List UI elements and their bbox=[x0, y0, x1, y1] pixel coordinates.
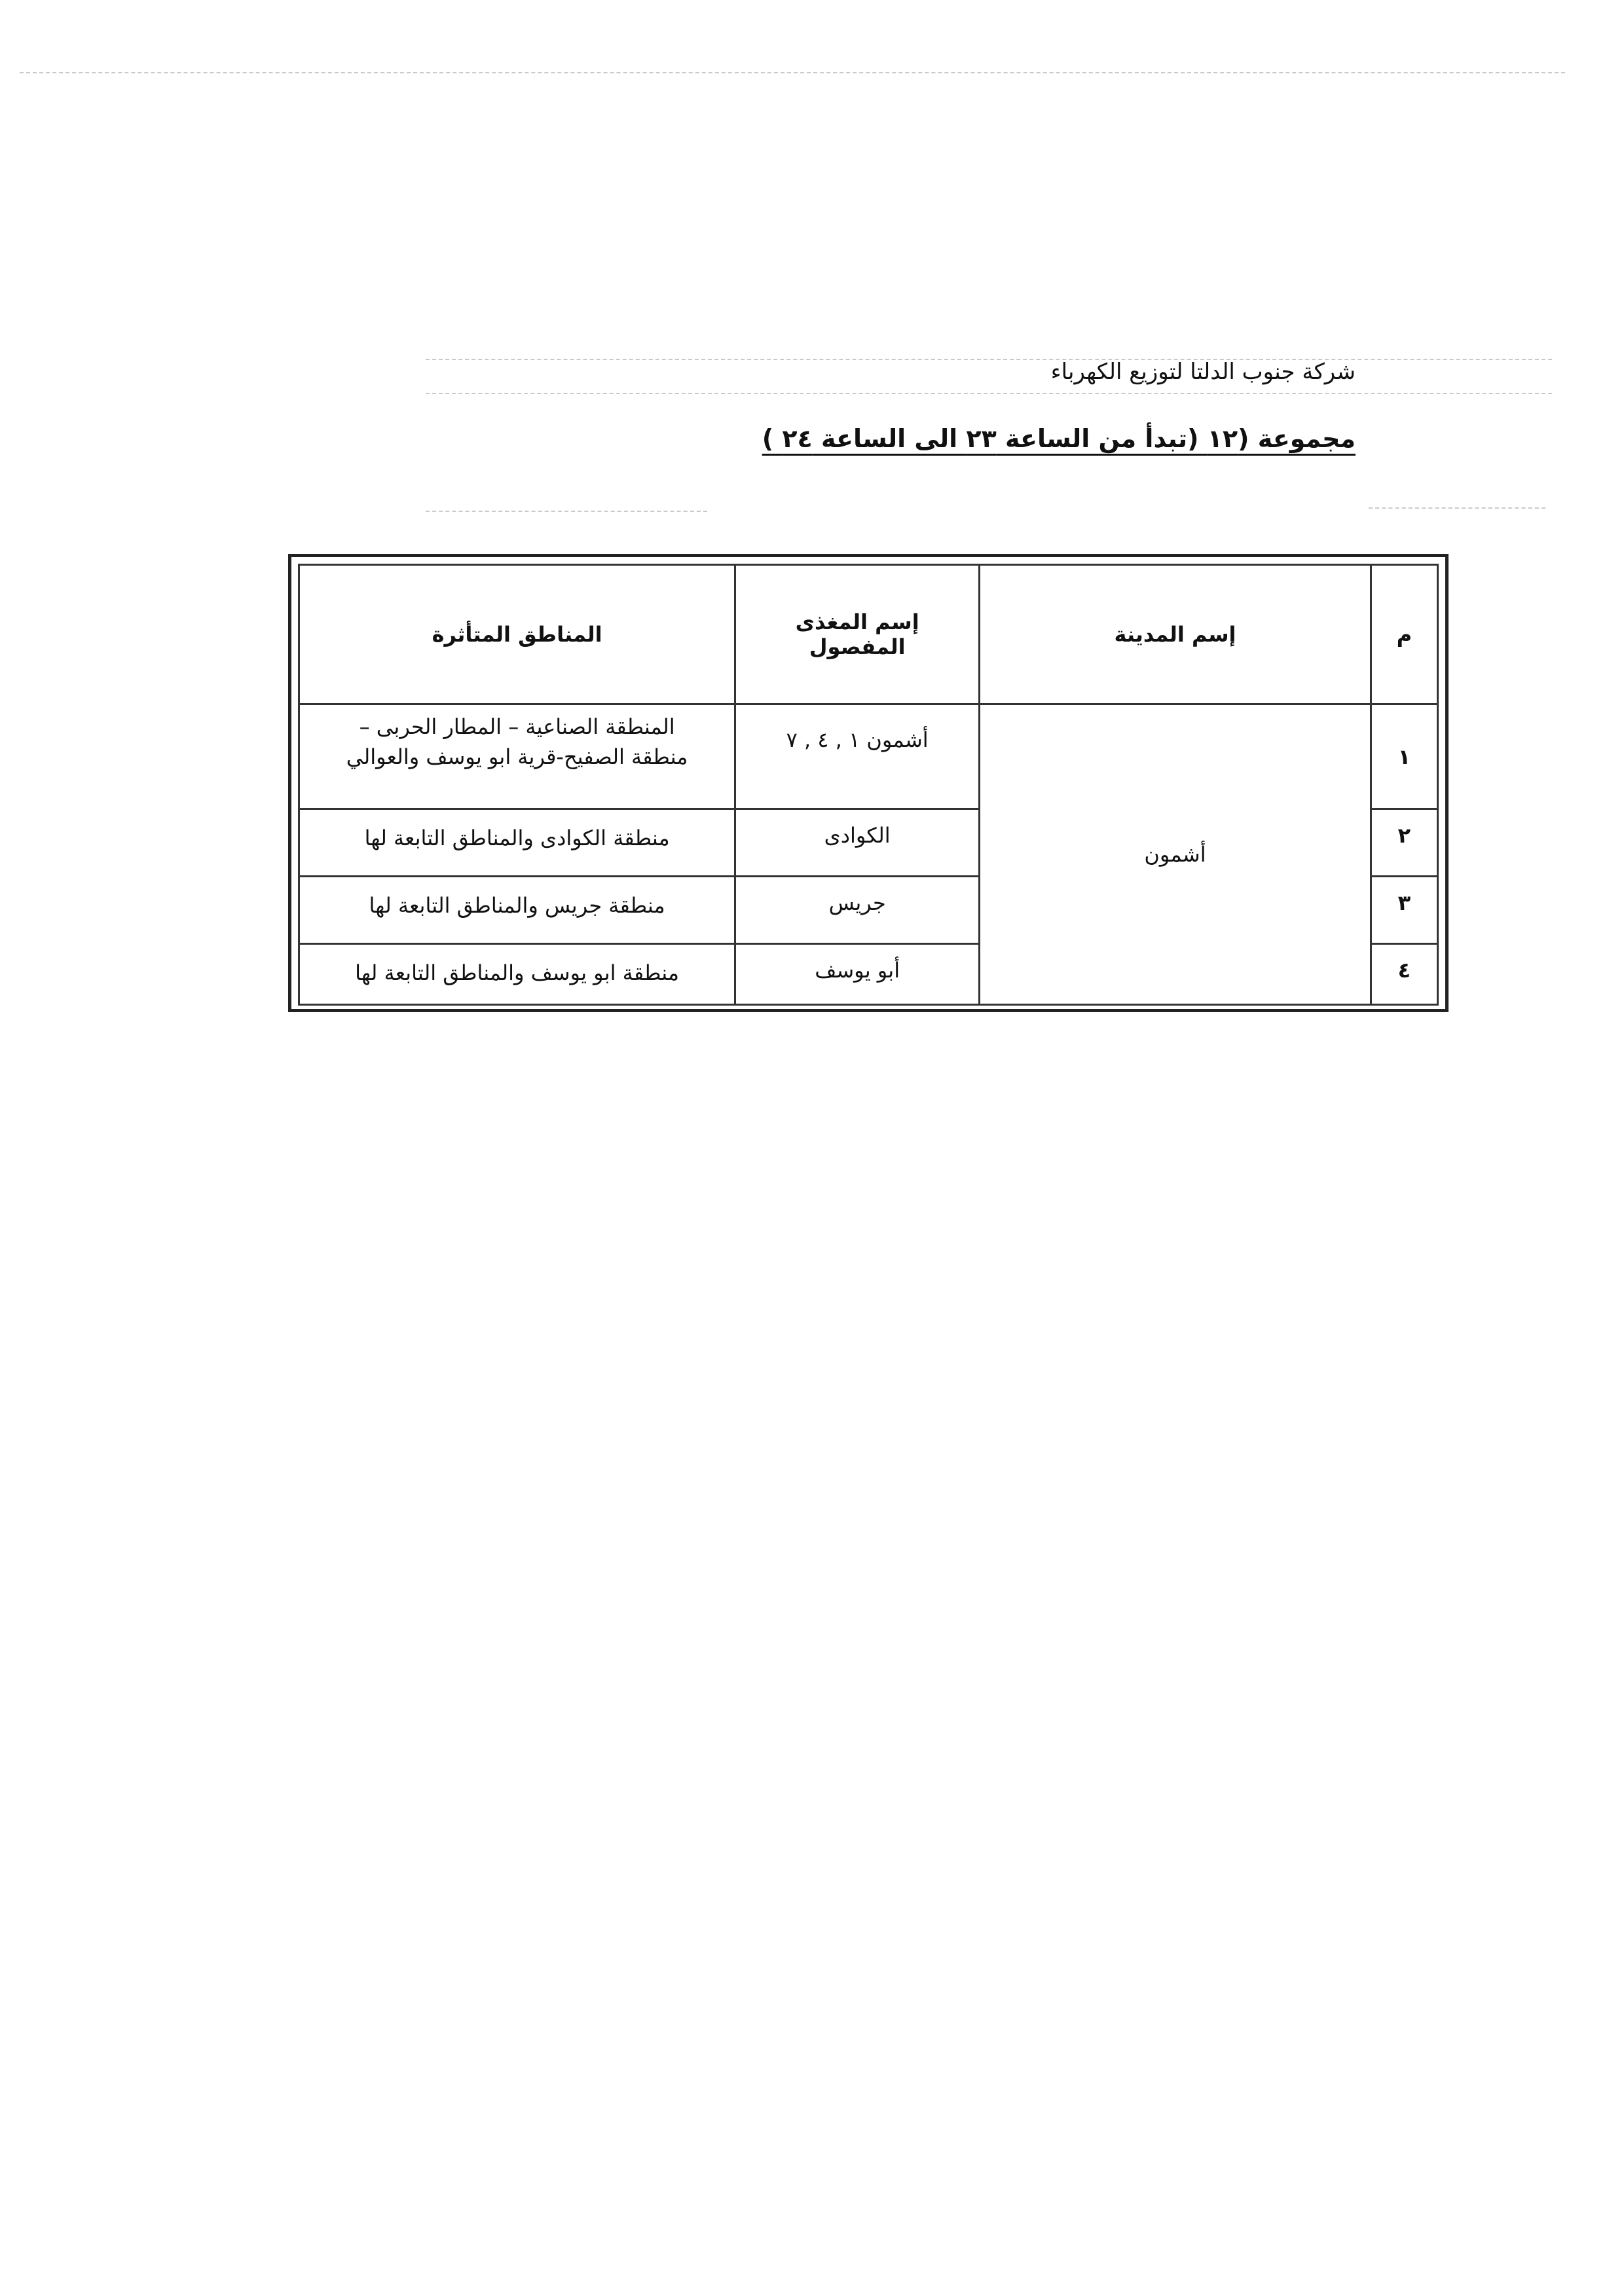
scan-line-header-upper bbox=[426, 359, 1552, 360]
row-num: ١ bbox=[1371, 704, 1437, 809]
scan-line-top bbox=[20, 72, 1565, 73]
scan-line-mid-left bbox=[426, 511, 707, 512]
company-name: شركة جنوب الدلتا لتوزيع الكهرباء bbox=[1050, 359, 1356, 385]
column-header-areas: المناطق المتأثرة bbox=[299, 565, 735, 704]
table-header-row bbox=[299, 565, 1438, 704]
row-num: ٢ bbox=[1371, 809, 1437, 877]
areas-line: المنطقة الصناعية – المطار الحربى – bbox=[359, 714, 675, 739]
feeder-cell: جريس bbox=[735, 877, 980, 944]
areas-line: منطقة الصفيح-قرية ابو يوسف والعوالي bbox=[346, 744, 688, 770]
column-header-num: م bbox=[1371, 565, 1437, 704]
feeder-cell: أشمون ١ , ٤ , ٧ bbox=[735, 704, 980, 809]
areas-cell: منطقة الكوادى والمناطق التابعة لها bbox=[299, 809, 735, 877]
areas-cell: منطقة ابو يوسف والمناطق التابعة لها bbox=[299, 944, 735, 1005]
schedule-table bbox=[298, 564, 1439, 1006]
table-row bbox=[299, 704, 1438, 809]
scan-line-header-lower bbox=[426, 393, 1552, 394]
row-num: ٣ bbox=[1371, 877, 1437, 944]
areas-cell bbox=[299, 704, 735, 809]
areas-cell: منطقة جريس والمناطق التابعة لها bbox=[299, 877, 735, 944]
feeder-cell: أبو يوسف bbox=[735, 944, 980, 1005]
column-header-city: إسم المدينة bbox=[980, 565, 1371, 704]
row-num: ٤ bbox=[1371, 944, 1437, 1005]
feeder-cell: الكوادى bbox=[735, 809, 980, 877]
group-title: مجموعة (١٢ (تبدأ من الساعة ٢٣ الى الساعة ٢٤ ) bbox=[762, 424, 1356, 453]
column-header-feeder: إسم المغذى المفصول bbox=[735, 565, 980, 704]
scan-line-mid-right bbox=[1369, 507, 1545, 509]
city-cell: أشمون bbox=[980, 704, 1371, 1005]
schedule-table-frame bbox=[288, 554, 1449, 1012]
